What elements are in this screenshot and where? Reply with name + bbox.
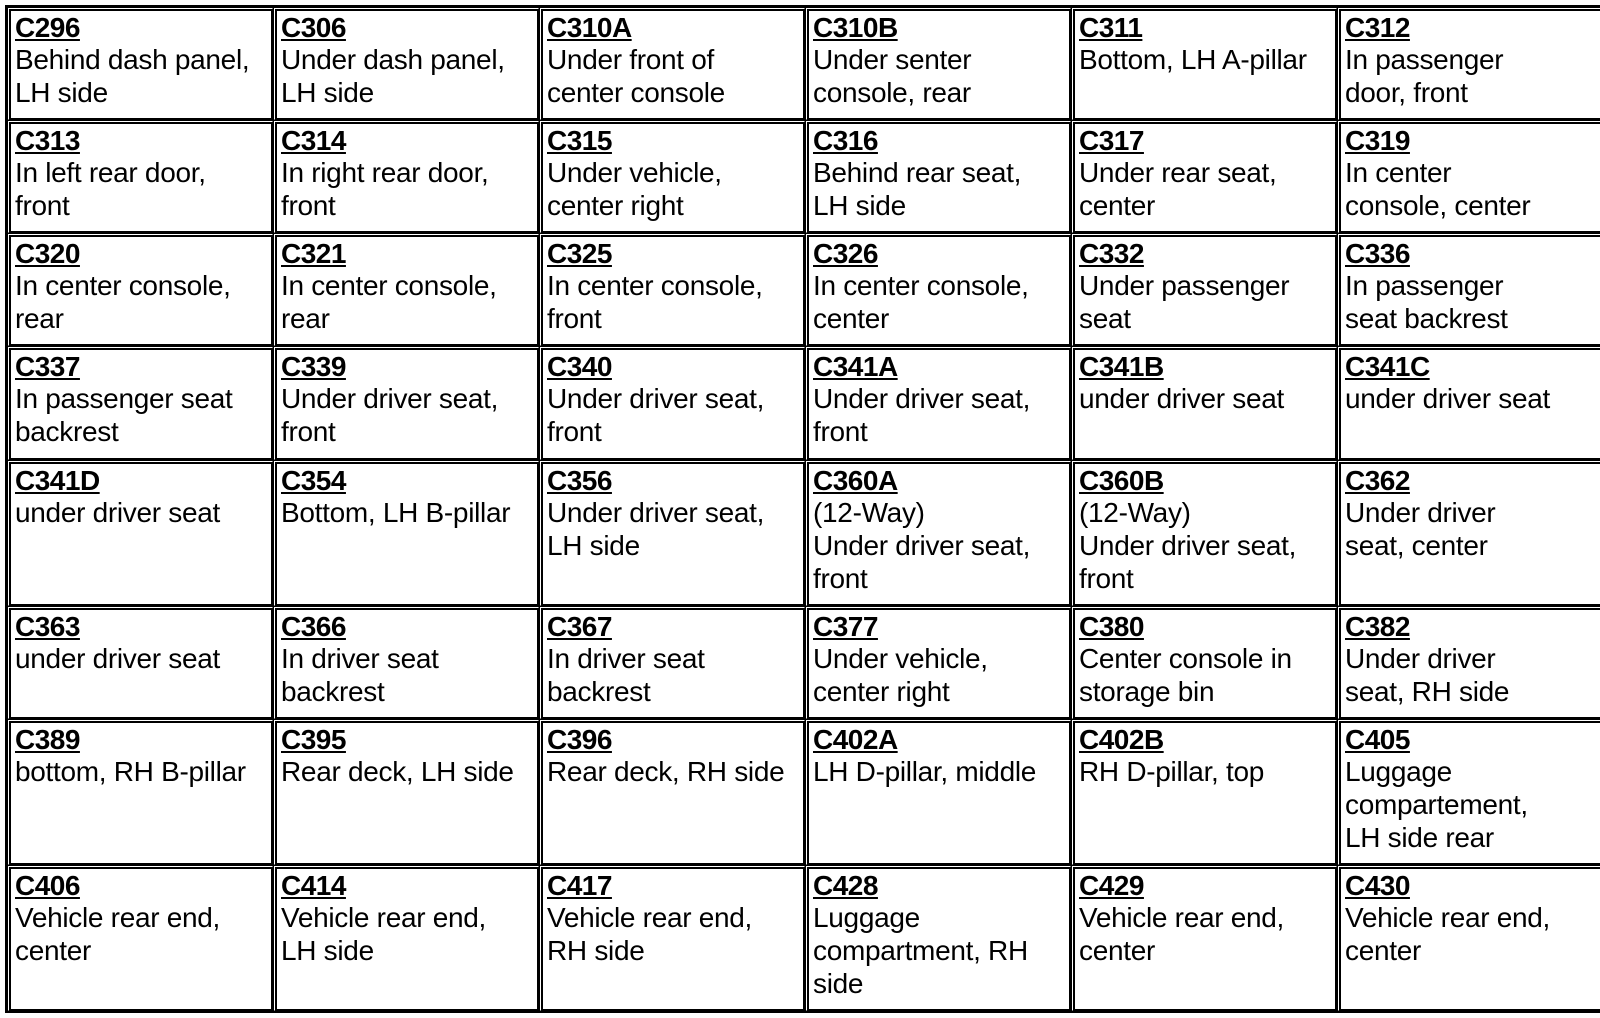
connector-code: C320 <box>15 238 80 270</box>
connector-code: C356 <box>547 464 612 496</box>
table-cell <box>1071 346 1337 459</box>
connector-code: C316 <box>813 125 878 157</box>
table-cell <box>539 719 805 864</box>
table-cell <box>7 460 273 606</box>
table-row <box>7 606 1600 719</box>
connector-location: Rear deck, LH side <box>281 756 514 788</box>
connector-code: C319 <box>1345 125 1410 157</box>
connector-location: Luggage compartment, RH side <box>813 901 1028 999</box>
table-row <box>7 460 1600 606</box>
connector-code: C402A <box>813 724 898 756</box>
table-cell <box>273 233 539 346</box>
connector-location: Bottom, LH A-pillar <box>1079 44 1307 75</box>
connector-code: C296 <box>15 12 80 43</box>
connector-location: In passenger door, front <box>1345 44 1504 108</box>
table-cell <box>1337 233 1600 346</box>
table-cell <box>1337 865 1600 1011</box>
table-cell <box>805 606 1071 719</box>
connector-location: RH D-pillar, top <box>1079 756 1265 788</box>
connector-location-table <box>5 5 1600 1013</box>
connector-code: C341B <box>1079 351 1164 383</box>
connector-location: In passenger seat backrest <box>15 383 233 448</box>
connector-location: Under driver seat, front <box>547 383 765 448</box>
connector-code: C337 <box>15 351 80 383</box>
connector-location: Center console in storage bin <box>1079 642 1292 707</box>
connector-code: C326 <box>813 238 878 270</box>
connector-code: C402B <box>1079 724 1164 756</box>
connector-code: C377 <box>813 610 878 642</box>
connector-code: C414 <box>281 869 346 901</box>
table-cell <box>7 606 273 719</box>
connector-location: under driver seat <box>1079 383 1285 415</box>
table-cell <box>7 865 273 1011</box>
connector-location: (12-Way) Under driver seat, front <box>813 496 1031 594</box>
connector-location: Under driver seat, center <box>1345 496 1496 561</box>
table-cell <box>273 7 539 120</box>
connector-code: C312 <box>1345 12 1410 43</box>
connector-location: Under dash panel, LH side <box>281 44 505 108</box>
table-cell <box>1071 460 1337 606</box>
table-cell <box>7 120 273 233</box>
connector-code: C360B <box>1079 464 1164 496</box>
table-row <box>7 7 1600 120</box>
connector-code: C341A <box>813 351 898 383</box>
table-cell <box>273 346 539 459</box>
connector-code: C317 <box>1079 125 1144 157</box>
connector-location: Luggage compartement, LH side rear <box>1345 756 1528 854</box>
connector-code: C313 <box>15 125 80 157</box>
connector-location: (12-Way) Under driver seat, front <box>1079 496 1297 594</box>
connector-code: C406 <box>15 869 80 901</box>
table-row <box>7 719 1600 864</box>
connector-location: Under senter console, rear <box>813 44 972 108</box>
table-cell <box>539 865 805 1011</box>
table-cell <box>539 606 805 719</box>
table-cell <box>1071 120 1337 233</box>
table-cell <box>539 120 805 233</box>
connector-location: Under driver seat, front <box>281 383 499 448</box>
table-cell <box>7 233 273 346</box>
connector-location: Vehicle rear end, center <box>1079 901 1285 966</box>
table-row <box>7 233 1600 346</box>
connector-location: Bottom, LH B-pillar <box>281 496 511 528</box>
table-cell <box>1337 606 1600 719</box>
table-cell <box>805 460 1071 606</box>
table-cell <box>1337 120 1600 233</box>
table-cell <box>1337 719 1600 864</box>
connector-location: Under vehicle, center right <box>547 157 722 222</box>
table-cell <box>539 346 805 459</box>
table-cell <box>1337 7 1600 120</box>
connector-location: under driver seat <box>15 642 221 674</box>
table-cell <box>1071 606 1337 719</box>
connector-location: In center console, center <box>1345 157 1531 222</box>
table-cell <box>805 346 1071 459</box>
connector-location: In center console, rear <box>281 270 497 335</box>
table-cell <box>1071 7 1337 120</box>
connector-code: C360A <box>813 464 898 496</box>
connector-code: C315 <box>547 125 612 157</box>
table-cell <box>1071 233 1337 346</box>
connector-code: C362 <box>1345 464 1410 496</box>
connector-code: C310A <box>547 12 632 43</box>
table-cell <box>273 606 539 719</box>
connector-code: C396 <box>547 724 612 756</box>
connector-code: C430 <box>1345 869 1410 901</box>
connector-code: C389 <box>15 724 80 756</box>
connector-code: C366 <box>281 610 346 642</box>
connector-code: C311 <box>1079 12 1143 43</box>
connector-code: C417 <box>547 869 612 901</box>
connector-location: Vehicle rear end, center <box>15 901 221 966</box>
connector-code: C332 <box>1079 238 1144 270</box>
connector-code: C354 <box>281 464 346 496</box>
connector-location: Under driver seat, front <box>813 383 1031 448</box>
table-cell <box>1337 460 1600 606</box>
connector-code: C310B <box>813 12 898 43</box>
connector-location: In right rear door, front <box>281 157 489 222</box>
connector-location: In driver seat backrest <box>547 642 705 707</box>
table-cell <box>1071 865 1337 1011</box>
connector-code: C306 <box>281 12 346 43</box>
connector-code: C314 <box>281 125 346 157</box>
table-cell <box>273 120 539 233</box>
table-row <box>7 865 1600 1011</box>
connector-location: Behind dash panel, LH side <box>15 44 250 108</box>
table-cell <box>7 719 273 864</box>
connector-location: In center console, front <box>547 270 763 335</box>
connector-location: LH D-pillar, middle <box>813 756 1037 788</box>
connector-location: In passenger seat backrest <box>1345 270 1508 335</box>
table-cell <box>805 719 1071 864</box>
table-cell <box>7 7 273 120</box>
connector-code: C363 <box>15 610 80 642</box>
connector-code: C340 <box>547 351 612 383</box>
connector-code: C428 <box>813 869 878 901</box>
connector-location: In center console, rear <box>15 270 231 335</box>
table-row <box>7 346 1600 459</box>
connector-location: Under driver seat, RH side <box>1345 642 1510 707</box>
connector-location: Rear deck, RH side <box>547 756 785 788</box>
table-cell <box>805 865 1071 1011</box>
table-cell <box>1337 346 1600 459</box>
connector-location: Under vehicle, center right <box>813 642 988 707</box>
table-cell <box>273 865 539 1011</box>
connector-location: bottom, RH B-pillar <box>15 756 246 788</box>
connector-code: C341D <box>15 464 100 496</box>
table-cell <box>539 233 805 346</box>
connector-code: C321 <box>281 238 346 270</box>
connector-location: Under passenger seat <box>1079 270 1290 335</box>
connector-code: C339 <box>281 351 346 383</box>
table-cell <box>805 233 1071 346</box>
connector-location: In left rear door, front <box>15 157 206 222</box>
connector-code: C382 <box>1345 610 1410 642</box>
connector-code: C325 <box>547 238 612 270</box>
connector-location: Under front of center console <box>547 44 725 108</box>
connector-location: In center console, center <box>813 270 1029 335</box>
table-cell <box>1071 719 1337 864</box>
connector-code: C429 <box>1079 869 1144 901</box>
connector-location: Vehicle rear end, RH side <box>547 901 753 966</box>
connector-location: Vehicle rear end, LH side <box>281 901 487 966</box>
connector-location: Behind rear seat, LH side <box>813 157 1022 222</box>
connector-location: Under rear seat, center <box>1079 157 1277 222</box>
table-cell <box>805 7 1071 120</box>
table-cell <box>7 346 273 459</box>
table-cell <box>273 460 539 606</box>
connector-code: C405 <box>1345 724 1410 756</box>
table-row <box>7 120 1600 233</box>
table-cell <box>273 719 539 864</box>
table-cell <box>539 460 805 606</box>
connector-code: C336 <box>1345 238 1410 270</box>
table-cell <box>539 7 805 120</box>
connector-table-body <box>7 7 1600 1011</box>
connector-location: under driver seat <box>1345 383 1551 415</box>
connector-location: under driver seat <box>15 496 221 528</box>
connector-location: Vehicle rear end, center <box>1345 901 1551 966</box>
connector-location: Under driver seat, LH side <box>547 496 765 561</box>
connector-code: C341C <box>1345 351 1430 383</box>
connector-code: C380 <box>1079 610 1144 642</box>
connector-code: C395 <box>281 724 346 756</box>
table-cell <box>805 120 1071 233</box>
connector-location: In driver seat backrest <box>281 642 439 707</box>
connector-code: C367 <box>547 610 612 642</box>
